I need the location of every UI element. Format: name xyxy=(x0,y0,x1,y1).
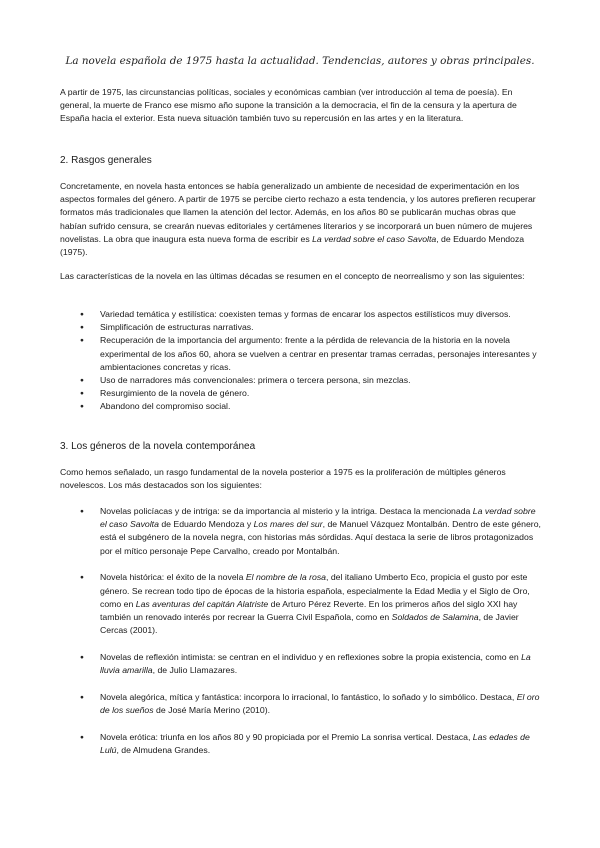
section-2-paragraph-2: Las características de la novela en las últimas décadas se resumen en el concepto de neorrealismo y son las siguientes: xyxy=(60,271,525,281)
section-2-paragraph-1 xyxy=(60,180,538,259)
text-run: , de Julio Llamazares. xyxy=(152,665,238,676)
section-2-heading: 2. Rasgos generales xyxy=(60,155,152,166)
book-title: Los mares del sur xyxy=(253,519,323,530)
book-title: Soldados de Salamina xyxy=(391,611,479,622)
text-run: de Arturo Pérez Reverte. En los primeros años del siglo XXI hay también un renovado interés por recrear la Guerra Civil Española, como en xyxy=(100,598,518,622)
book-title: La verdad sobre el caso Savolta xyxy=(312,233,437,244)
text-run: , del italiano Umberto Eco, propicia el gusto por este género. Se recrean todo tipo de épocas de la historia española, especialmente la Edad Media y el Siglo de Oro, como en xyxy=(100,572,530,609)
genre-item-intimista xyxy=(80,651,542,677)
section-3-paragraph-1: Como hemos señalado, un rasgo fundamental de la novela posterior a 1975 es la proliferación de múltiples géneros novelescos. Los más destacados son los siguientes: xyxy=(60,467,506,491)
text-run: , de Javier Cercas (2001). xyxy=(100,611,519,636)
book-title: El nombre de la rosa xyxy=(245,572,327,583)
book-title: El oro de los sueños xyxy=(100,691,540,715)
book-title: Las aventuras del capitán Alatriste xyxy=(135,598,269,609)
list-item: ● Abandono del compromiso social. xyxy=(80,400,542,413)
text-run: Novela alegórica, mítica y fantástica: incorpora lo irracional, lo fantástico, lo soñado y lo simbólico. Destaca, xyxy=(100,691,517,702)
list-item: ● Simplificación de estructuras narrativas. xyxy=(80,321,542,334)
text-run: Novelas de reflexión intimista: se centran en el individuo y en reflexiones sobre la propia existencia, como en xyxy=(100,651,522,662)
text-run: Novela erótica: triunfa en los años 80 y 90 propiciada por el Premio La sonrisa vertical. Destaca, xyxy=(100,731,473,742)
list-item: ● Uso de narradores más convencionales: primera o tercera persona, sin mezclas. xyxy=(80,374,542,387)
section-3-heading: 3. Los géneros de la novela contemporánea xyxy=(60,441,256,452)
text-run: , de Eduardo Mendoza (1975). xyxy=(60,233,525,258)
genre-item-alegorica xyxy=(80,691,542,717)
list-item: ● Recuperación de la importancia del argumento: frente a la pérdida de relevancia de la historia en la novela experimental de los años 60, ahora se vuelven a centrar en presentar tramas cerradas, personajes interesantes y ambientaciones concretas y ricas. xyxy=(80,334,542,374)
text-run: de José María Merino (2010). xyxy=(153,704,270,715)
list-item: ● Resurgimiento de la novela de género. xyxy=(80,387,542,400)
list-item: ● Variedad temática y estilística: coexisten temas y formas de encarar los aspectos estilísticos muy diversos. xyxy=(80,308,542,321)
text-run: Novelas policíacas y de intriga: se da importancia al misterio y la intriga. Destaca la mencionada xyxy=(100,506,473,516)
genres-list xyxy=(80,505,542,771)
characteristics-list xyxy=(80,308,542,414)
text-run: Concretamente, en novela hasta entonces se había generalizado un ambiente de necesidad de experimentación en los aspectos formales del género. A partir de 1975 se percibe cierto rechazo a esta tendencia, y los autores prefieren recuperar formatos más tradicionales que llamen la atención del lector. Además, en los años 80 se publicarán muchas obras que habían sufrido censura, se crearán nuevas editoriales y certámenes literarios y se incorporará un buen número de mujeres novelistas. La obra que inaugura esta nueva forma de escribir es xyxy=(60,181,536,244)
text-run: , de Almudena Grandes. xyxy=(116,744,211,755)
genre-item-erotica xyxy=(80,731,542,757)
page-title: La novela española de 1975 hasta la actualidad. Tendencias, autores y obras principales. xyxy=(65,55,535,67)
book-title: Las edades de Lulú xyxy=(100,731,530,755)
book-title: La verdad sobre el caso Savolta xyxy=(100,506,536,530)
book-title: La lluvia amarilla xyxy=(100,651,531,676)
genre-item-policiaca xyxy=(80,505,542,558)
text-run: , de Manuel Vázquez Montalbán. Dentro de este género, está el subgénero de la novela negra, con historias más sórdidas. Aquí destaca la serie de libros protagonizados por el mítico personaje Pepe Carvalho, creado por Montalbán. xyxy=(100,519,541,556)
text-run: Novela histórica: el éxito de la novela xyxy=(100,572,246,583)
intro-paragraph: A partir de 1975, las circunstancias políticas, sociales y económicas cambian (ver introducción al tema de poesía). En general, la muerte de Franco ese mismo año supone la transición a la democracia, el fin de la censura y la apertura de España hacia el exterior. Esta nueva situación también tuvo su repercusión en las artes y en la literatura. xyxy=(60,87,517,124)
genre-item-historica xyxy=(80,571,542,637)
text-run: de Eduardo Mendoza y xyxy=(158,519,254,530)
